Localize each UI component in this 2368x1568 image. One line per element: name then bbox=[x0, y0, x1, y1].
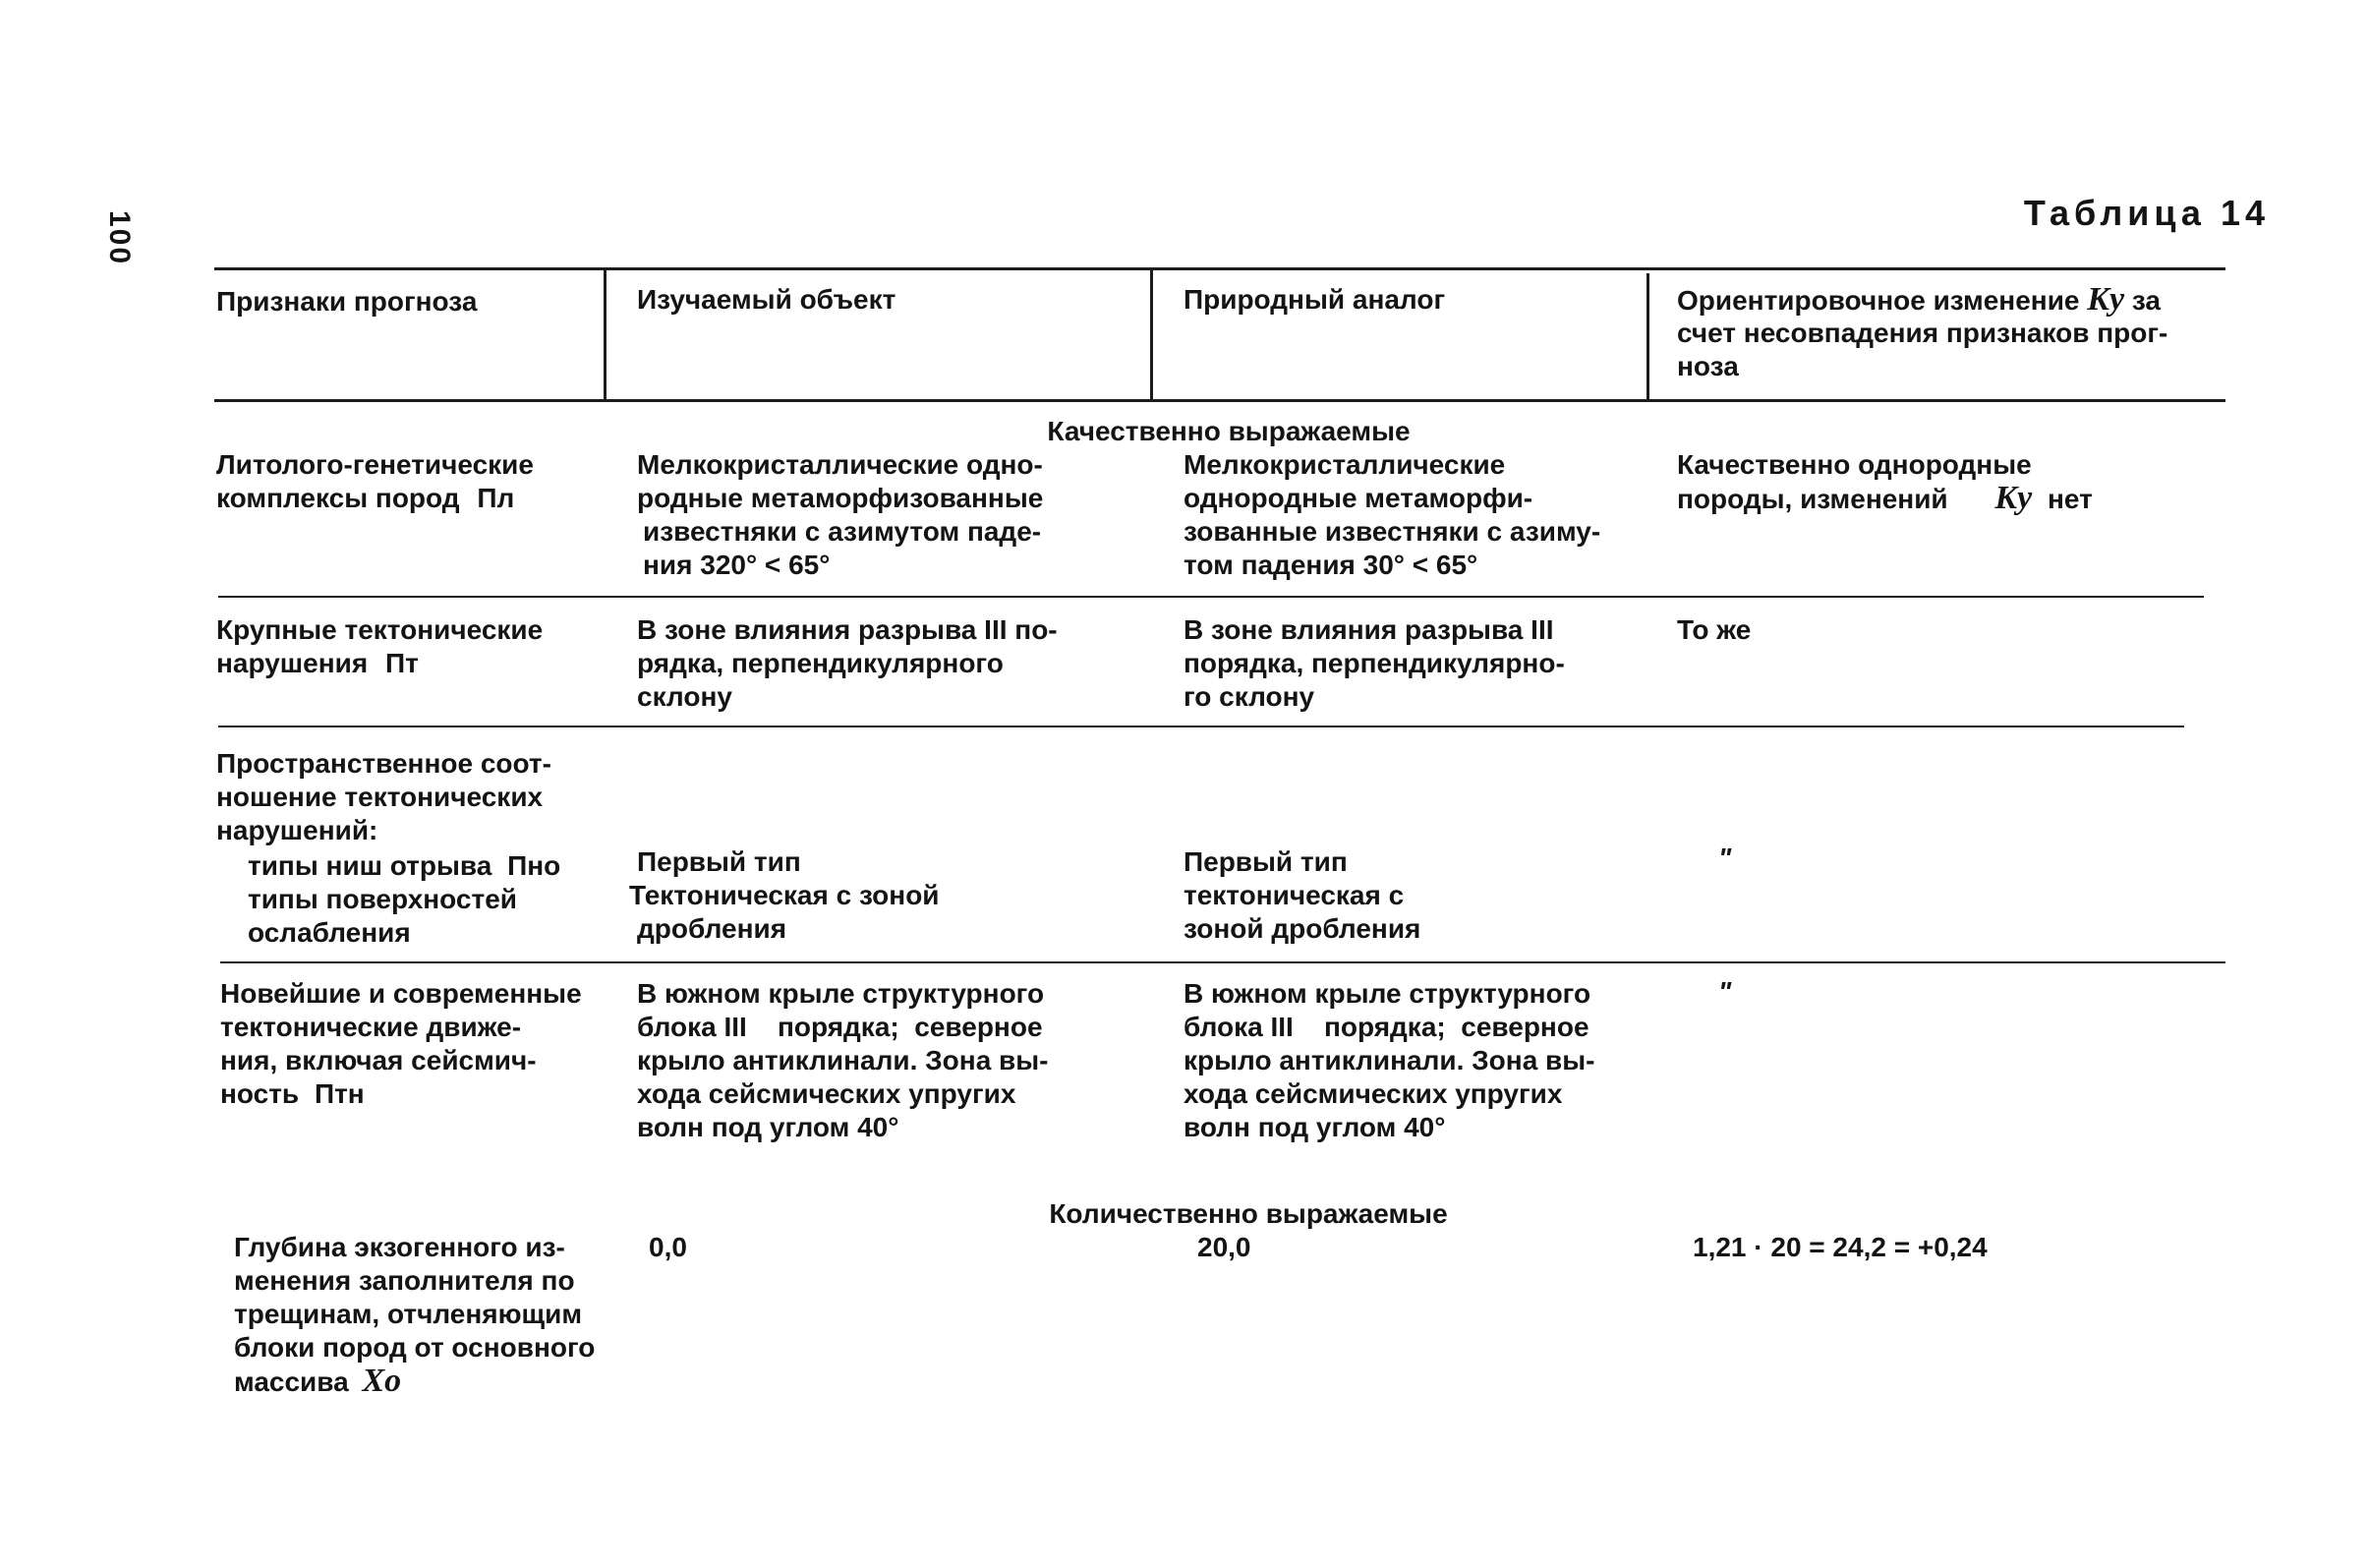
r1-object-line1: Мелкокристаллические одно- bbox=[637, 449, 1043, 480]
r4-analog-line4: хода сейсмических упругих bbox=[1184, 1078, 1563, 1109]
r1-object-line2: родные метаморфизованные bbox=[637, 483, 1044, 513]
header-divider-2 bbox=[1150, 267, 1153, 399]
r4-object-line5: волн под углом 40° bbox=[637, 1112, 899, 1142]
r1-sign-line2 bbox=[216, 482, 514, 515]
r3-sign-line2: ношение тектонических bbox=[216, 782, 544, 812]
header-ky-line3: ноза bbox=[1677, 351, 1739, 381]
r3-sign-line5: типы поверхностей bbox=[248, 884, 517, 914]
r5-sign-line4: блоки пород от основного bbox=[234, 1332, 596, 1363]
r5-sign-line5-text: массива bbox=[234, 1366, 349, 1397]
r4-analog-line5: волн под углом 40° bbox=[1184, 1112, 1446, 1142]
r3-sign-line4 bbox=[248, 849, 560, 883]
r1-object-line4: ния 320° < 65° bbox=[643, 550, 831, 580]
table-top-rule bbox=[214, 267, 2225, 270]
r2-object-line2: рядка, перпендикулярного bbox=[637, 648, 1004, 678]
r4-sign-line2: тектонические движе- bbox=[220, 1012, 522, 1042]
r4-object-line2: блока III порядка; северное bbox=[637, 1012, 1043, 1042]
section-qualitative: Качественно выражаемые bbox=[1047, 416, 1411, 446]
r1-analog-line3: зованные известняки с азиму- bbox=[1184, 516, 1601, 547]
r5-sign-variable: Xo bbox=[362, 1363, 402, 1399]
r3-sign-symbol: Пно bbox=[507, 850, 561, 881]
r3-analog-line1: Первый тип bbox=[1184, 846, 1348, 877]
r2-object-line1: В зоне влияния разрыва III по- bbox=[637, 614, 1058, 645]
r5-sign-line5 bbox=[234, 1365, 401, 1399]
row3-bottom-rule bbox=[220, 961, 2225, 963]
r1-analog-line2: однородные метаморфи- bbox=[1184, 483, 1533, 513]
r2-analog-line3: го склону bbox=[1184, 681, 1315, 712]
r1-analog-line4: том падения 30° < 65° bbox=[1184, 550, 1478, 580]
section-quantitative: Количественно выражаемые bbox=[1049, 1198, 1448, 1229]
r5-ky-value: 1,21 · 20 = 24,2 = +0,24 bbox=[1693, 1232, 1988, 1262]
r4-ky-ditto: " bbox=[1718, 976, 1732, 1007]
r3-sign-line1: Пространственное соот- bbox=[216, 748, 551, 779]
header-ky-line1: Ориентировочное изменение bbox=[1677, 285, 2080, 316]
r3-analog-line3: зоной дробления bbox=[1184, 913, 1421, 944]
r3-object-line2: Тектоническая с зоной bbox=[629, 880, 940, 910]
r1-ky-line1: Качественно однородные bbox=[1677, 449, 2032, 480]
r1-analog-line1: Мелкокристаллические bbox=[1184, 449, 1506, 480]
header-ky-line1-end: за bbox=[2131, 285, 2161, 316]
r2-ky-value: То же bbox=[1677, 614, 1752, 645]
r2-object-line3: склону bbox=[637, 681, 732, 712]
r5-sign-line3: трещинам, отчленяющим bbox=[234, 1299, 583, 1329]
r3-ky-ditto: " bbox=[1718, 842, 1732, 873]
r3-sign-line4-text: типы ниш отрыва bbox=[248, 850, 492, 881]
r1-ky-line2 bbox=[1677, 482, 2093, 516]
table-caption: Таблица 14 bbox=[2023, 193, 2270, 233]
r5-sign-line1: Глубина экзогенного из- bbox=[234, 1232, 565, 1262]
r3-object-line3: дробления bbox=[637, 913, 787, 944]
r5-sign-line2: менения заполнителя по bbox=[234, 1265, 575, 1296]
r1-ky-line2-text: породы, изменений bbox=[1677, 484, 1948, 514]
r2-analog-line1: В зоне влияния разрыва III bbox=[1184, 614, 1554, 645]
header-ky-change bbox=[1677, 283, 2161, 318]
r2-sign-line2 bbox=[216, 647, 419, 680]
r3-analog-line2: тектоническая с bbox=[1184, 880, 1405, 910]
r5-analog-value: 20,0 bbox=[1197, 1232, 1251, 1262]
r1-ky-line2-end: нет bbox=[2047, 484, 2093, 514]
header-bottom-rule bbox=[214, 399, 2225, 402]
r1-sign-symbol: Пл bbox=[477, 483, 515, 513]
r3-sign-line3: нарушений: bbox=[216, 815, 378, 845]
r3-sign-line6: ослабления bbox=[248, 917, 411, 948]
r4-analog-line2: блока III порядка; северное bbox=[1184, 1012, 1589, 1042]
page-number: 100 bbox=[103, 210, 136, 266]
r1-object-line3: известняки с азимутом паде- bbox=[643, 516, 1042, 547]
header-divider-1 bbox=[604, 267, 606, 399]
header-divider-3 bbox=[1646, 273, 1649, 399]
r3-object-line1: Первый тип bbox=[637, 846, 801, 877]
r5-object-value: 0,0 bbox=[649, 1232, 687, 1262]
header-studied-object: Изучаемый объект bbox=[637, 284, 896, 315]
r2-sign-line2-text: нарушения bbox=[216, 648, 369, 678]
header-natural-analog: Природный аналог bbox=[1184, 284, 1446, 315]
r4-sign-line3: ния, включая сейсмич- bbox=[220, 1045, 537, 1075]
r4-analog-line1: В южном крыле структурного bbox=[1184, 978, 1591, 1009]
r1-sign-line2-text: комплексы пород bbox=[216, 483, 460, 513]
r4-analog-line3: крыло антиклинали. Зона вы- bbox=[1184, 1045, 1595, 1075]
r1-ky-variable: Kу bbox=[1994, 480, 2033, 516]
header-forecast-signs: Признаки прогноза bbox=[216, 286, 478, 317]
r2-sign-line1: Крупные тектонические bbox=[216, 614, 544, 645]
header-ky-line2: счет несовпадения признаков прог- bbox=[1677, 318, 2168, 348]
r4-object-line3: крыло антиклинали. Зона вы- bbox=[637, 1045, 1049, 1075]
r4-sign-symbol: Птн bbox=[314, 1078, 365, 1109]
row1-bottom-rule bbox=[218, 596, 2204, 598]
header-ky-variable: Kу bbox=[2087, 281, 2125, 318]
r4-sign-line4-text: ность bbox=[220, 1078, 300, 1109]
r1-sign-line1: Литолого-генетические bbox=[216, 449, 534, 480]
r4-sign-line1: Новейшие и современные bbox=[220, 978, 582, 1009]
r4-sign-line4 bbox=[220, 1077, 365, 1111]
r4-object-line1: В южном крыле структурного bbox=[637, 978, 1045, 1009]
r2-sign-symbol: Пт bbox=[384, 648, 419, 678]
r2-analog-line2: порядка, перпендикулярно- bbox=[1184, 648, 1565, 678]
row2-bottom-rule bbox=[218, 726, 2184, 727]
r4-object-line4: хода сейсмических упругих bbox=[637, 1078, 1016, 1109]
